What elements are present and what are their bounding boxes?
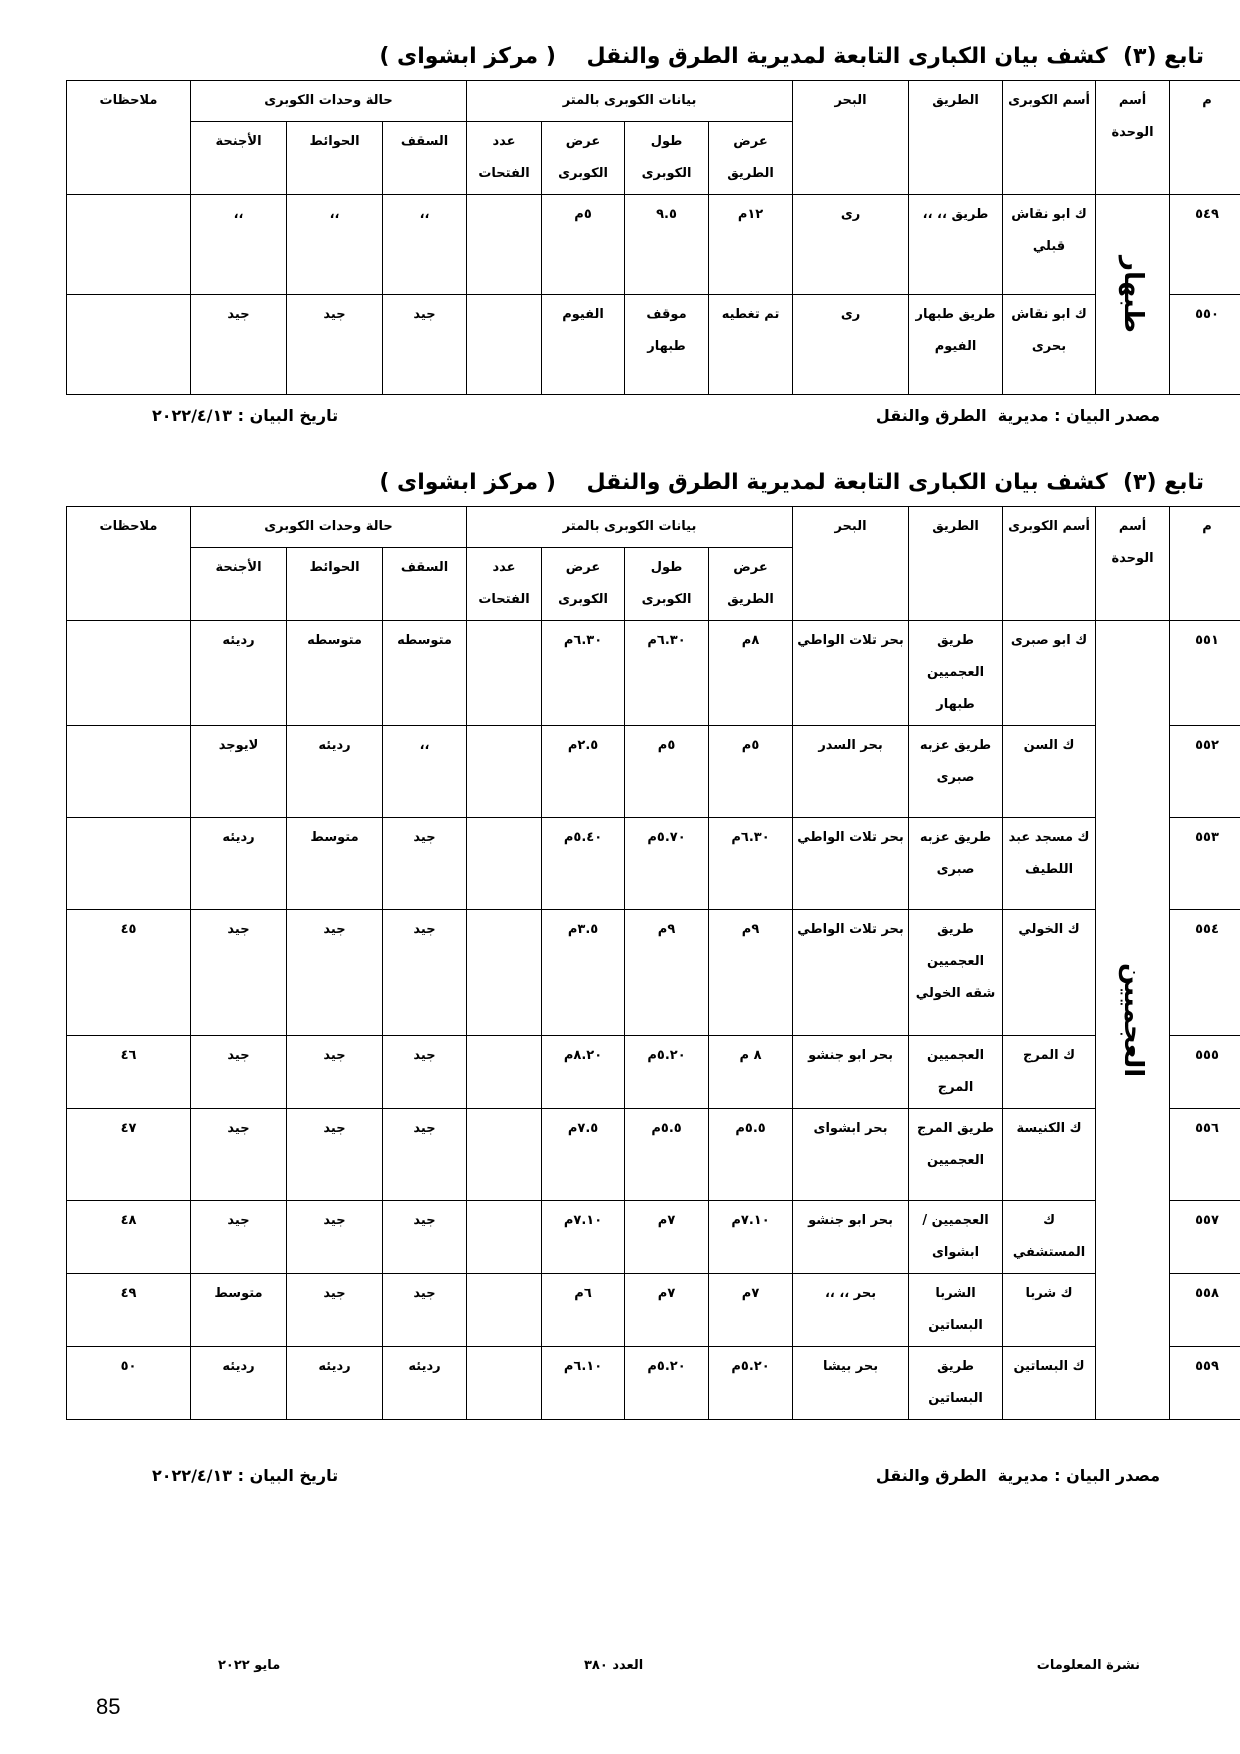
cell-length: ٥.٧٠م <box>625 818 709 910</box>
cell-openings <box>467 621 542 726</box>
cell-canal: رى <box>793 195 909 295</box>
cell-road: طريق العجميين شقه الخولي <box>909 910 1003 1036</box>
cell-bridge-width: ٣.٥م <box>542 910 625 1036</box>
cell-bridge: ك ابو نقاش قبلي <box>1003 195 1096 295</box>
cell-bridge-width: ٢.٥م <box>542 726 625 818</box>
header-data-group: بيانات الكوبرى بالمتر <box>467 507 793 548</box>
cell-walls: جيد <box>287 295 383 395</box>
cell-bridge-width: ٦.٣٠م <box>542 621 625 726</box>
unit-label: العجميين <box>1118 962 1149 1078</box>
section-1-title: تابع (٣) كشف بيان الكبارى التابعة لمديرية الطرق والنقل ( مركز ابشواى ) <box>379 44 1204 69</box>
cell-notes <box>67 726 191 818</box>
cell-road: طريق عزبه صبرى <box>909 818 1003 910</box>
cell-wings: جيد <box>191 295 287 395</box>
cell-road-width: ٩م <box>709 910 793 1036</box>
cell-bridge-width: الفيوم <box>542 295 625 395</box>
cell-notes: ٤٥ <box>67 910 191 1036</box>
cell-roof: جيد <box>383 295 467 395</box>
cell-walls: جيد <box>287 1109 383 1201</box>
section-1 <box>66 44 1219 404</box>
cell-openings <box>467 1347 542 1420</box>
cell-num: ٥٥٠ <box>1170 295 1240 395</box>
cell-num: ٥٤٩ <box>1170 195 1240 295</box>
table-row <box>67 726 1240 818</box>
section-1-table <box>66 80 1240 395</box>
cell-bridge: ك الخولي <box>1003 910 1096 1036</box>
cell-bridge: ك المستشفي <box>1003 1201 1096 1274</box>
cell-road: طريق البساتين <box>909 1347 1003 1420</box>
cell-bridge: ك شربا <box>1003 1274 1096 1347</box>
cell-canal: بحر ابو جنشو <box>793 1036 909 1109</box>
cell-length: موقف طبهار <box>625 295 709 395</box>
cell-road-width: ١٢م <box>709 195 793 295</box>
cell-wings: جيد <box>191 1201 287 1274</box>
cell-roof: رديئه <box>383 1347 467 1420</box>
cell-road-width: ٨م <box>709 621 793 726</box>
cell-canal: بحر تلات الواطي <box>793 818 909 910</box>
header-wings: الأجنحة <box>191 122 287 195</box>
cell-bridge: ك السن <box>1003 726 1096 818</box>
header-bridge: أسم الكوبرى <box>1003 507 1096 621</box>
cell-roof: جيد <box>383 1201 467 1274</box>
cell-wings: جيد <box>191 910 287 1036</box>
cell-bridge-width: ٨.٢٠م <box>542 1036 625 1109</box>
cell-notes <box>67 295 191 395</box>
cell-bridge-width: ٦م <box>542 1274 625 1347</box>
table-row <box>67 1201 1240 1274</box>
cell-openings <box>467 1201 542 1274</box>
cell-notes <box>67 818 191 910</box>
cell-wings: جيد <box>191 1036 287 1109</box>
header-row-1 <box>67 507 1240 548</box>
cell-road-width: ٨ م <box>709 1036 793 1109</box>
header-length: طول الكوبرى <box>625 548 709 621</box>
footer-issue: العدد ٣٨٠ <box>584 1658 644 1673</box>
cell-road: العجميين المرج <box>909 1036 1003 1109</box>
cell-num: ٥٥٣ <box>1170 818 1240 910</box>
cell-canal: بحر تلات الواطي <box>793 621 909 726</box>
cell-num: ٥٥٤ <box>1170 910 1240 1036</box>
cell-walls: جيد <box>287 1274 383 1347</box>
cell-num: ٥٥٥ <box>1170 1036 1240 1109</box>
cell-notes: ٥٠ <box>67 1347 191 1420</box>
cell-bridge-width: ٧.١٠م <box>542 1201 625 1274</box>
header-canal: البحر <box>793 81 909 195</box>
cell-walls: متوسط <box>287 818 383 910</box>
cell-bridge-width: ٥.٤٠م <box>542 818 625 910</box>
table-row <box>67 295 1240 395</box>
header-state-group: حالة وحدات الكوبرى <box>191 81 467 122</box>
cell-road-width: ٥.٥م <box>709 1109 793 1201</box>
cell-roof: جيد <box>383 910 467 1036</box>
cell-notes: ٤٦ <box>67 1036 191 1109</box>
header-bridge: أسم الكوبرى <box>1003 81 1096 195</box>
cell-openings <box>467 1109 542 1201</box>
cell-walls: ،، <box>287 195 383 295</box>
cell-walls: جيد <box>287 910 383 1036</box>
cell-walls: جيد <box>287 1201 383 1274</box>
cell-road-width: ٧.١٠م <box>709 1201 793 1274</box>
cell-roof: جيد <box>383 1274 467 1347</box>
cell-roof: جيد <box>383 1109 467 1201</box>
header-wings: الأجنحة <box>191 548 287 621</box>
cell-openings <box>467 910 542 1036</box>
cell-road-width: تم تغطيه <box>709 295 793 395</box>
cell-road-width: ٥م <box>709 726 793 818</box>
header-bridge-width: عرض الكوبرى <box>542 122 625 195</box>
cell-road: العجميين / ابشواى <box>909 1201 1003 1274</box>
table-row <box>67 818 1240 910</box>
header-unit: أسم الوحدة <box>1096 507 1170 621</box>
cell-walls: متوسطه <box>287 621 383 726</box>
cell-bridge: ك ابو نقاش بحرى <box>1003 295 1096 395</box>
cell-canal: بحر السدر <box>793 726 909 818</box>
cell-canal: بحر ابشواى <box>793 1109 909 1201</box>
cell-bridge-width: ٥م <box>542 195 625 295</box>
section-1-date: تاريخ البيان : ٢٠٢٢/٤/١٣ <box>152 406 339 425</box>
header-notes: ملاحظات <box>67 81 191 195</box>
header-bridge-width: عرض الكوبرى <box>542 548 625 621</box>
cell-length: ٩.٥ <box>625 195 709 295</box>
cell-openings <box>467 818 542 910</box>
cell-num: ٥٥٦ <box>1170 1109 1240 1201</box>
header-num: م <box>1170 81 1240 195</box>
table-row <box>67 195 1240 295</box>
cell-num: ٥٥١ <box>1170 621 1240 726</box>
cell-walls: جيد <box>287 1036 383 1109</box>
cell-openings <box>467 726 542 818</box>
cell-bridge: ك الكنيسة <box>1003 1109 1096 1201</box>
cell-length: ٥.٥م <box>625 1109 709 1201</box>
header-road: الطريق <box>909 507 1003 621</box>
cell-roof: ،، <box>383 195 467 295</box>
cell-length: ٧م <box>625 1274 709 1347</box>
cell-road-width: ٥.٢٠م <box>709 1347 793 1420</box>
header-num: م <box>1170 507 1240 621</box>
header-length: طول الكوبرى <box>625 122 709 195</box>
cell-length: ٥.٢٠م <box>625 1036 709 1109</box>
header-road-width: عرض الطريق <box>709 122 793 195</box>
header-notes: ملاحظات <box>67 507 191 621</box>
section-2-title: تابع (٣) كشف بيان الكبارى التابعة لمديرية الطرق والنقل ( مركز ابشواى ) <box>379 470 1204 495</box>
header-data-group: بيانات الكوبرى بالمتر <box>467 81 793 122</box>
section-1-source: مصدر البيان : مديرية الطرق والنقل <box>875 406 1160 425</box>
cell-walls: رديئه <box>287 726 383 818</box>
cell-wings: لايوجد <box>191 726 287 818</box>
cell-road: الشربا البساتين <box>909 1274 1003 1347</box>
cell-road: طريق طبهار الفيوم <box>909 295 1003 395</box>
cell-wings: ،، <box>191 195 287 295</box>
footer-publication: نشرة المعلومات <box>1036 1658 1140 1673</box>
cell-bridge: ك البساتين <box>1003 1347 1096 1420</box>
cell-canal: بحر بيشا <box>793 1347 909 1420</box>
cell-bridge: ك مسجد عبد اللطيف <box>1003 818 1096 910</box>
cell-wings: رديئه <box>191 621 287 726</box>
header-canal: البحر <box>793 507 909 621</box>
cell-walls: رديئه <box>287 1347 383 1420</box>
cell-road: طريق ،، ،، <box>909 195 1003 295</box>
cell-wings: متوسط <box>191 1274 287 1347</box>
table-row <box>67 1109 1240 1201</box>
cell-canal: بحر ،، ،، <box>793 1274 909 1347</box>
cell-openings <box>467 195 542 295</box>
cell-num: ٥٥٧ <box>1170 1201 1240 1274</box>
footer-date: مايو ٢٠٢٢ <box>218 1658 281 1673</box>
cell-num: ٥٥٩ <box>1170 1347 1240 1420</box>
cell-wings: جيد <box>191 1109 287 1201</box>
section-2 <box>66 470 1219 1450</box>
header-openings: عدد الفتحات <box>467 122 542 195</box>
cell-canal: بحر ابو جنشو <box>793 1201 909 1274</box>
cell-openings <box>467 295 542 395</box>
cell-notes: ٤٨ <box>67 1201 191 1274</box>
cell-length: ٦.٣٠م <box>625 621 709 726</box>
cell-unit <box>1096 195 1170 395</box>
cell-notes <box>67 621 191 726</box>
cell-road: طريق المرج العجميين <box>909 1109 1003 1201</box>
cell-bridge-width: ٧.٥م <box>542 1109 625 1201</box>
header-row-1 <box>67 81 1240 122</box>
cell-length: ٧م <box>625 1201 709 1274</box>
header-state-group: حالة وحدات الكوبرى <box>191 507 467 548</box>
cell-road: طريق عزبه صبرى <box>909 726 1003 818</box>
table-row <box>67 1036 1240 1109</box>
cell-road-width: ٦.٣٠م <box>709 818 793 910</box>
cell-roof: متوسطه <box>383 621 467 726</box>
cell-roof: ،، <box>383 726 467 818</box>
cell-bridge-width: ٦.١٠م <box>542 1347 625 1420</box>
table-row <box>67 621 1240 726</box>
cell-road: طريق العجميين طبهار <box>909 621 1003 726</box>
cell-num: ٥٥٢ <box>1170 726 1240 818</box>
cell-openings <box>467 1274 542 1347</box>
table-row <box>67 910 1240 1036</box>
header-unit: أسم الوحدة <box>1096 81 1170 195</box>
cell-length: ٥.٢٠م <box>625 1347 709 1420</box>
unit-label: طبهار <box>1118 256 1149 333</box>
cell-unit <box>1096 621 1170 1420</box>
cell-canal: رى <box>793 295 909 395</box>
header-walls: الحوائط <box>287 548 383 621</box>
header-openings: عدد الفتحات <box>467 548 542 621</box>
header-road-width: عرض الطريق <box>709 548 793 621</box>
section-2-date: تاريخ البيان : ٢٠٢٢/٤/١٣ <box>152 1466 339 1485</box>
cell-wings: رديئه <box>191 818 287 910</box>
table-row <box>67 1274 1240 1347</box>
cell-wings: رديئه <box>191 1347 287 1420</box>
header-roof: السقف <box>383 548 467 621</box>
section-2-body <box>67 621 1240 1420</box>
table-row <box>67 1347 1240 1420</box>
cell-roof: جيد <box>383 818 467 910</box>
cell-openings <box>467 1036 542 1109</box>
header-walls: الحوائط <box>287 122 383 195</box>
cell-notes: ٤٧ <box>67 1109 191 1201</box>
cell-num: ٥٥٨ <box>1170 1274 1240 1347</box>
header-roof: السقف <box>383 122 467 195</box>
header-road: الطريق <box>909 81 1003 195</box>
cell-canal: بحر تلات الواطي <box>793 910 909 1036</box>
cell-road-width: ٧م <box>709 1274 793 1347</box>
page-number: 85 <box>96 1694 121 1719</box>
cell-notes <box>67 195 191 295</box>
cell-notes: ٤٩ <box>67 1274 191 1347</box>
section-2-table <box>66 506 1240 1420</box>
cell-bridge: ك المرج <box>1003 1036 1096 1109</box>
cell-length: ٩م <box>625 910 709 1036</box>
cell-length: ٥م <box>625 726 709 818</box>
section-2-source: مصدر البيان : مديرية الطرق والنقل <box>875 1466 1160 1485</box>
cell-bridge: ك ابو صبرى <box>1003 621 1096 726</box>
cell-roof: جيد <box>383 1036 467 1109</box>
